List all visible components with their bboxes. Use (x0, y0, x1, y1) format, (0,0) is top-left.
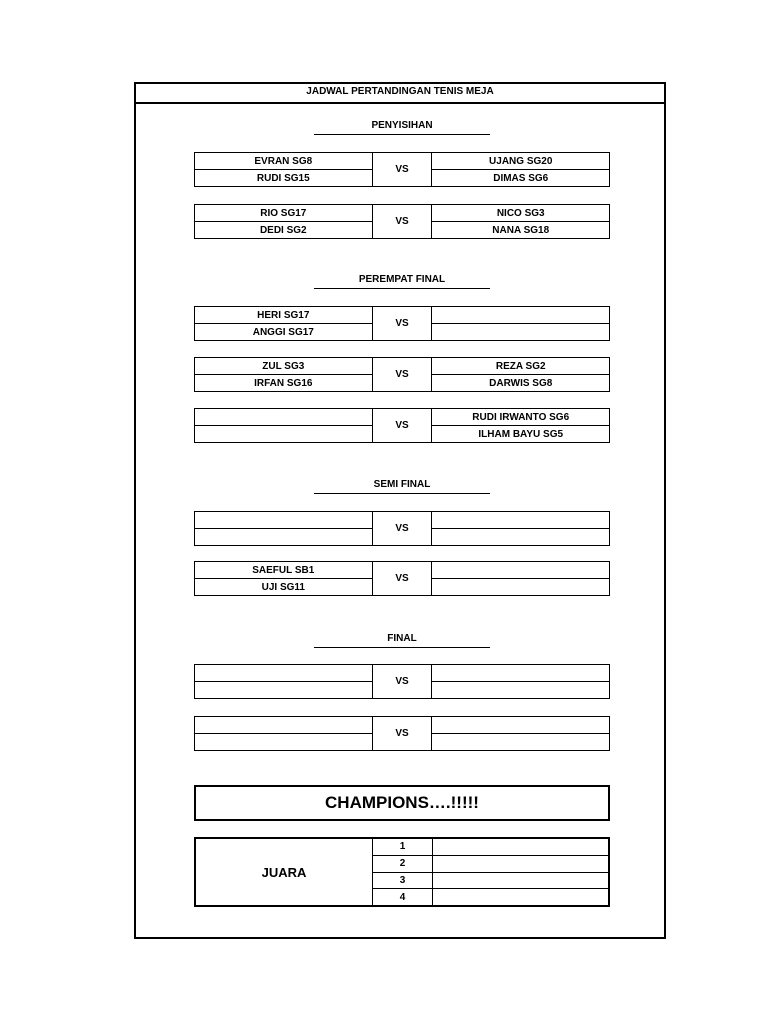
match-right-side (432, 358, 609, 391)
rank-column (372, 839, 433, 905)
match-perempat-1 (194, 306, 610, 341)
rank-cell: 2 (373, 855, 432, 872)
player-cell (432, 307, 609, 323)
match-left-side (195, 205, 372, 238)
vs-label: VS (372, 512, 433, 545)
player-cell (195, 528, 372, 545)
player-cell (432, 681, 609, 698)
match-left-side (195, 409, 372, 442)
player-cell (432, 562, 609, 578)
rank-cell: 1 (399, 841, 406, 853)
player-cell: DEDI SG2 (195, 221, 372, 238)
vs-label: VS (372, 307, 433, 340)
juara-label: JUARA (261, 864, 307, 880)
player-cell (195, 425, 372, 442)
match-left-side (195, 512, 372, 545)
player-cell: ILHAM BAYU SG5 (432, 425, 609, 442)
player-cell: RUDI IRWANTO SG6 (472, 411, 570, 423)
match-semi-1 (194, 511, 610, 546)
section-penyisihan: PENYISIHAN (314, 120, 490, 135)
player-cell: HERI SG17 (257, 309, 310, 321)
rank-cell: 4 (373, 888, 432, 905)
winner-name-cell (433, 888, 608, 905)
match-final-1 (194, 664, 610, 699)
match-penyisihan-2 (194, 204, 610, 239)
match-penyisihan-1 (194, 152, 610, 187)
schedule-sheet (134, 82, 666, 939)
match-final-2 (194, 716, 610, 751)
player-cell: RIO SG17 (260, 207, 307, 219)
player-cell (195, 681, 372, 698)
match-left-side (195, 153, 372, 186)
player-cell: DARWIS SG8 (432, 374, 609, 391)
player-cell: SAEFUL SB1 (252, 564, 315, 576)
match-semi-2 (194, 561, 610, 596)
player-cell (195, 717, 372, 733)
winner-name-cell (433, 855, 608, 872)
vs-label: VS (372, 665, 433, 698)
player-cell (432, 323, 609, 340)
player-cell (432, 528, 609, 545)
match-right-side (432, 205, 609, 238)
winner-name-cell (433, 839, 608, 855)
winner-name-cell (433, 872, 608, 889)
vs-label: VS (372, 205, 433, 238)
match-left-side (195, 717, 372, 750)
juara-table (194, 837, 610, 907)
player-cell (195, 409, 372, 425)
player-cell: UJANG SG20 (489, 155, 553, 167)
player-cell (432, 733, 609, 750)
match-right-side (432, 307, 609, 340)
match-perempat-3 (194, 408, 610, 443)
player-cell: IRFAN SG16 (195, 374, 372, 391)
vs-label: VS (372, 409, 433, 442)
player-cell: EVRAN SG8 (254, 155, 313, 167)
sheet-title: JADWAL PERTANDINGAN TENIS MEJA (136, 84, 664, 104)
match-left-side (195, 562, 372, 595)
player-cell (432, 665, 609, 681)
vs-label: VS (372, 358, 433, 391)
match-right-side (432, 512, 609, 545)
rank-cell: 3 (373, 872, 432, 889)
vs-label: VS (372, 562, 433, 595)
player-cell (432, 578, 609, 595)
player-cell (195, 512, 372, 528)
player-cell: ZUL SG3 (262, 360, 305, 372)
winner-name-column (433, 839, 608, 905)
section-semi-final: SEMI FINAL (314, 479, 490, 494)
player-cell: UJI SG11 (195, 578, 372, 595)
match-right-side (432, 665, 609, 698)
player-cell (432, 512, 609, 528)
match-left-side (195, 358, 372, 391)
match-right-side (432, 409, 609, 442)
player-cell (432, 717, 609, 733)
player-cell: RUDI SG15 (195, 169, 372, 186)
match-perempat-2 (194, 357, 610, 392)
player-cell (195, 665, 372, 681)
champions-banner: CHAMPIONS….!!!!! (194, 785, 610, 821)
player-cell: NICO SG3 (496, 207, 545, 219)
match-left-side (195, 307, 372, 340)
vs-label: VS (372, 153, 433, 186)
vs-label: VS (372, 717, 433, 750)
section-final: FINAL (314, 633, 490, 648)
player-cell: DIMAS SG6 (432, 169, 609, 186)
player-cell (195, 733, 372, 750)
match-right-side (432, 562, 609, 595)
player-cell: REZA SG2 (495, 360, 546, 372)
section-perempat-final: PEREMPAT FINAL (314, 274, 490, 289)
player-cell: ANGGI SG17 (195, 323, 372, 340)
match-right-side (432, 153, 609, 186)
match-right-side (432, 717, 609, 750)
match-left-side (195, 665, 372, 698)
player-cell: NANA SG18 (432, 221, 609, 238)
